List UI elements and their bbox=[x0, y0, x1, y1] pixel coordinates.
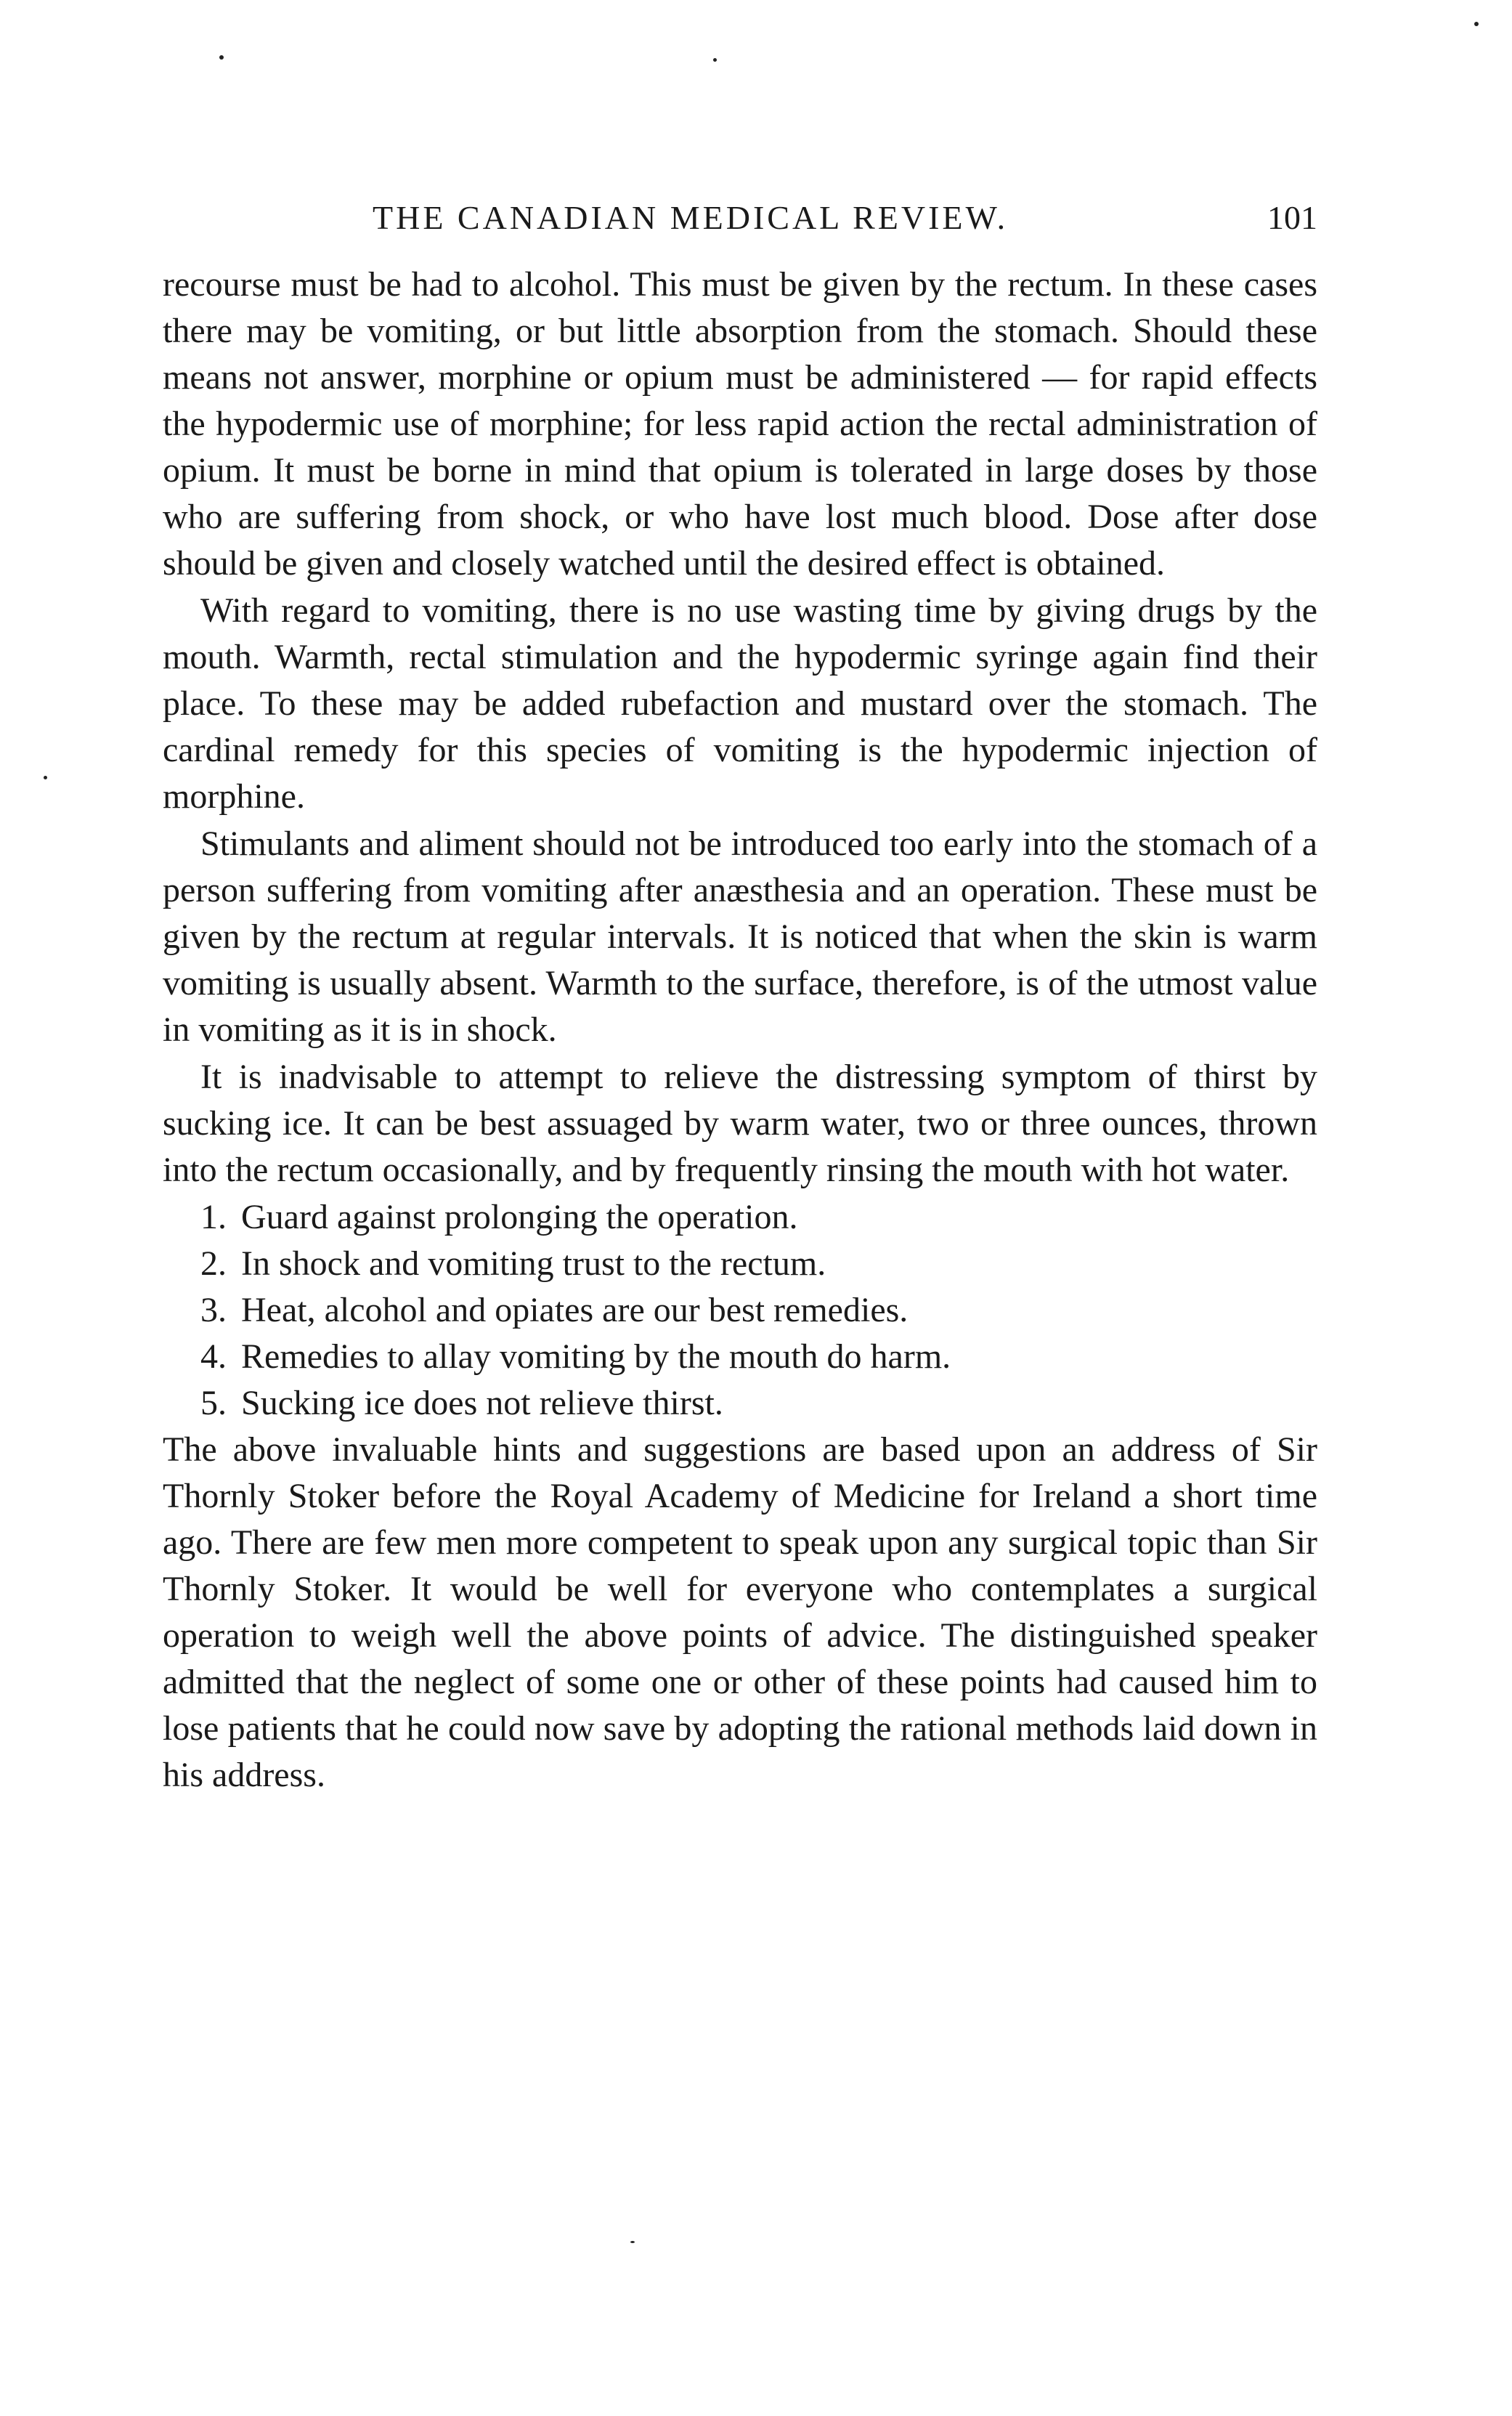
paragraph: Stimulants and aliment should not be introduced too early into the stomach of a person suffering from vomiting after anæsthesia and an operation. These must be given by the rectum at regular intervals. It is noticed that when the skin is warm vomiting is usually absent. Warmth to the surface, therefore, is of the utmost value in vomiting as it is in shock. bbox=[163, 824, 1317, 1049]
paragraph: recourse must be had to alcohol. This must be given by the rectum. In these cases there may be vomiting, or but little absorption from the stomach. Should these means not answer, morphine or opium must be administered — for rapid effects the hypodermic use of morphine; for less rapid action the rectal administration of opium. It must be borne in mind that opium is tolerated in large doses by those who are suffering from shock, or who have lost much blood. Dose after dose should be given and closely watched until the desired effect is obtained. bbox=[163, 265, 1317, 583]
list-item bbox=[163, 1287, 1317, 1334]
list-item-number: 4. bbox=[200, 1337, 227, 1376]
list-item-text: Remedies to allay vomiting by the mouth do harm. bbox=[241, 1337, 951, 1376]
article-body bbox=[163, 262, 1317, 1799]
list-item-text: Sucking ice does not relieve thirst. bbox=[241, 1384, 723, 1422]
scan-speck bbox=[713, 58, 717, 62]
numbered-list bbox=[163, 1194, 1317, 1427]
list-item-number: 1. bbox=[200, 1198, 227, 1236]
list-item-number: 3. bbox=[200, 1291, 227, 1329]
list-item bbox=[163, 1241, 1317, 1287]
list-item-text: Guard against prolonging the operation. bbox=[241, 1198, 798, 1236]
running-title: THE CANADIAN MEDICAL REVIEW. bbox=[373, 199, 1009, 236]
closing-paragraph: The above invaluable hints and suggestions are based upon an address of Sir Thornly Stoker before the Royal Academy of Medicine for Ireland a short time ago. There are few men more competent to speak upon any surgical topic than Sir Thornly Stoker. It would be well for everyone who contemplates a surgical operation to weigh well the above points of advice. The distinguished speaker admitted that the neglect of some one or other of these points had caused him to lose patients that he could now save by adopting the rational methods laid down in his address. bbox=[163, 1430, 1317, 1794]
list-item bbox=[163, 1380, 1317, 1427]
list-item-number: 5. bbox=[200, 1384, 227, 1422]
list-item-number: 2. bbox=[200, 1244, 227, 1283]
scan-speck bbox=[630, 2241, 635, 2243]
page-number: 101 bbox=[1267, 199, 1317, 236]
list-item-text: Heat, alcohol and opiates are our best remedies. bbox=[241, 1291, 909, 1329]
list-item-text: In shock and vomiting trust to the rectum. bbox=[241, 1244, 826, 1283]
scan-speck bbox=[1474, 22, 1479, 26]
scan-speck bbox=[219, 55, 224, 60]
scan-speck bbox=[44, 776, 47, 779]
list-item bbox=[163, 1194, 1317, 1241]
paragraph: With regard to vomiting, there is no use wasting time by giving drugs by the mouth. Warmth, rectal stimulation and the hypodermic syringe again find their place. To these may be added rubefaction and mustard over the stomach. The cardinal remedy for this species of vomiting is the hypodermic injection of morphine. bbox=[163, 591, 1317, 816]
list-item bbox=[163, 1334, 1317, 1380]
paragraph: It is inadvisable to attempt to relieve the distressing symptom of thirst by sucking ice. It can be best assuaged by warm water, two or three ounces, thrown into the rectum occasionally, and by frequently rinsing the mouth with hot water. bbox=[163, 1058, 1317, 1189]
